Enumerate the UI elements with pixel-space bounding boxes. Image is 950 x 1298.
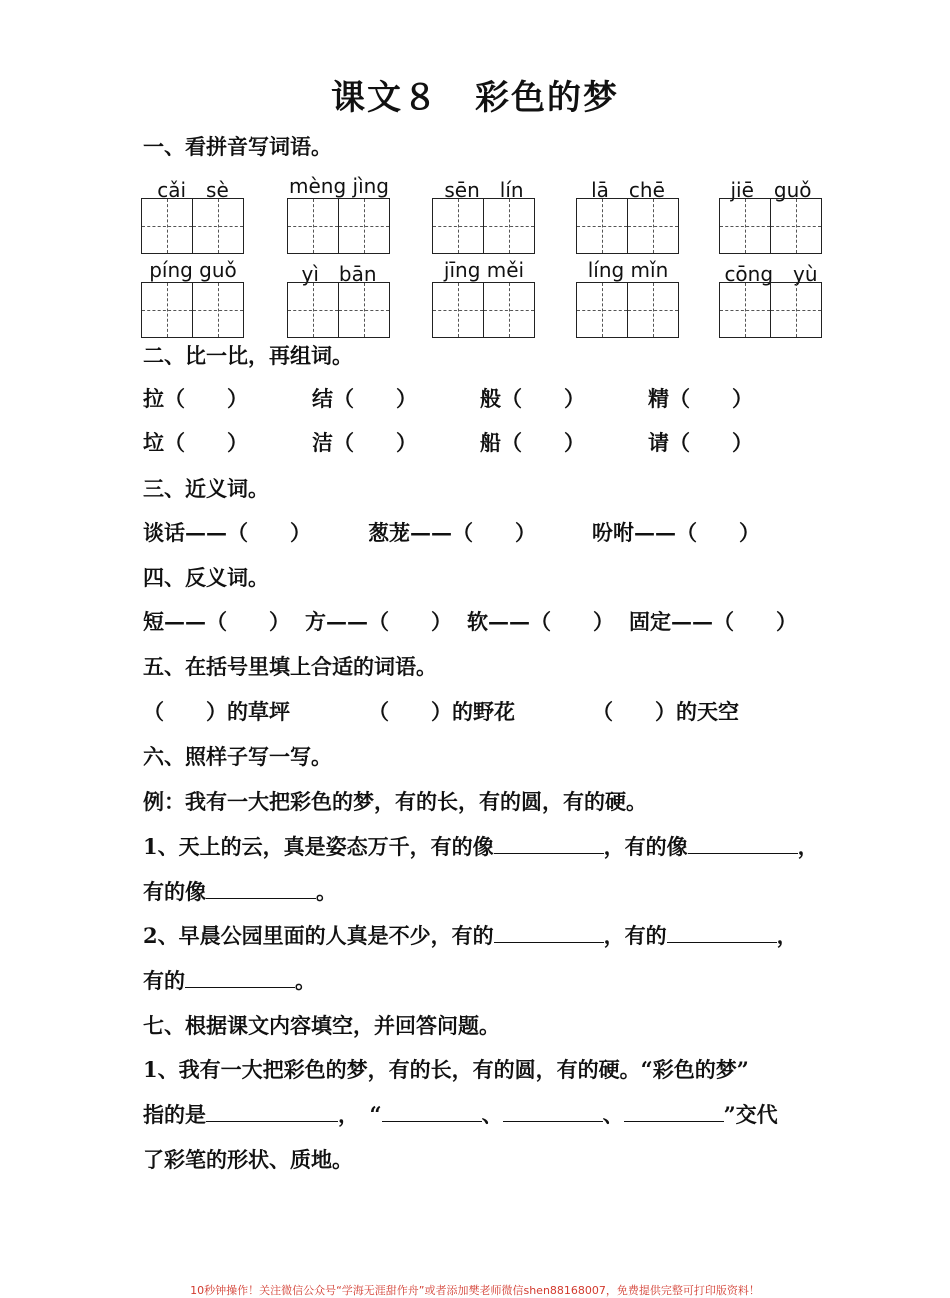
section-5-heading: 五、在括号里填上合适的词语。 — [143, 654, 437, 679]
pinyin-label: jiē guǒ — [730, 178, 812, 202]
pinyin-label: yì bān — [301, 262, 377, 286]
fill-word-item[interactable]: （ ）的草坪 — [143, 699, 290, 724]
compare-item[interactable]: 般（ ） — [480, 386, 585, 411]
answer-blank[interactable] — [494, 922, 604, 943]
answer-blank[interactable] — [624, 1101, 724, 1122]
antonym-item[interactable]: 软——（ ） — [467, 609, 614, 634]
section-3-heading: 三、近义词。 — [143, 476, 269, 501]
reading-q1-text: ， “ — [338, 1102, 382, 1127]
section-2-heading: 二、比一比，再组词。 — [143, 343, 353, 368]
antonym-item[interactable]: 固定——（ ） — [629, 609, 797, 634]
antonym-item[interactable]: 短——（ ） — [143, 609, 290, 634]
pinyin-label: líng mǐn — [587, 258, 669, 282]
section-7-heading: 七、根据课文内容填空，并回答问题。 — [143, 1013, 500, 1038]
compare-item[interactable]: 洁（ ） — [312, 430, 417, 455]
writing-grid[interactable] — [287, 198, 391, 254]
reading-q1-line1: 1、我有一大把彩色的梦，有的长，有的圆，有的硬。“彩色的梦” — [143, 1057, 749, 1082]
imitate-q1-text: 。 — [316, 879, 337, 904]
answer-blank[interactable] — [185, 967, 295, 988]
pinyin-label: lā chē — [591, 178, 665, 202]
writing-grid[interactable] — [719, 198, 823, 254]
pinyin-label: mèng jìng — [289, 174, 389, 198]
writing-grid[interactable] — [432, 282, 536, 338]
answer-blank[interactable] — [667, 922, 777, 943]
pinyin-label: píng guǒ — [149, 258, 237, 282]
section-6-heading: 六、照样子写一写。 — [143, 744, 332, 769]
imitate-q2-text: ， — [776, 923, 798, 948]
imitate-q2-line1 — [143, 920, 798, 950]
compare-item[interactable]: 船（ ） — [480, 430, 585, 455]
answer-blank[interactable] — [206, 878, 316, 899]
reading-q1-text: ”交代 — [723, 1102, 778, 1127]
fill-word-item[interactable]: （ ）的天空 — [592, 699, 739, 724]
imitate-q1-line1 — [143, 831, 819, 861]
pinyin-label: jīng měi — [443, 258, 525, 282]
reading-q1-text: 、 — [602, 1102, 624, 1127]
writing-grid[interactable] — [576, 198, 680, 254]
imitate-q2-line2 — [143, 965, 316, 995]
imitate-q1-text: 有的像 — [143, 879, 206, 904]
page-title: 课文８ 彩色的梦 — [331, 78, 619, 118]
synonym-item[interactable]: 吩咐——（ ） — [592, 520, 760, 545]
writing-grid[interactable] — [287, 282, 391, 338]
writing-grid[interactable] — [719, 282, 823, 338]
imitate-q1-text: ，有的像 — [603, 834, 688, 859]
imitate-q2-text: ，有的 — [603, 923, 667, 948]
antonym-item[interactable]: 方——（ ） — [305, 609, 452, 634]
writing-grid[interactable] — [576, 282, 680, 338]
example-sentence: 例：我有一大把彩色的梦，有的长，有的圆，有的硬。 — [143, 789, 647, 814]
imitate-q2-text: 。 — [295, 968, 316, 993]
section-1-heading: 一、看拼音写词语。 — [143, 134, 332, 159]
pinyin-label: cǎi sè — [157, 178, 229, 202]
reading-q1-line2 — [143, 1099, 778, 1129]
imitate-q2-text: 有的 — [143, 968, 185, 993]
compare-item[interactable]: 请（ ） — [648, 430, 753, 455]
pinyin-label: cōng yù — [724, 262, 818, 286]
footer-notice: 10秒钟操作！关注微信公众号“学海无涯甜作舟”或者添加樊老师微信shen88168007，免费提供完整可打印版资料！ — [190, 1284, 760, 1297]
compare-item[interactable]: 结（ ） — [312, 386, 417, 411]
compare-item[interactable]: 拉（ ） — [143, 386, 248, 411]
writing-grid[interactable] — [141, 282, 245, 338]
writing-grid[interactable] — [432, 198, 536, 254]
synonym-item[interactable]: 葱茏——（ ） — [368, 520, 536, 545]
imitate-q1-text: 1、天上的云，真是姿态万千，有的像 — [143, 834, 494, 859]
synonym-item[interactable]: 谈话——（ ） — [143, 520, 311, 545]
reading-q1-line3: 了彩笔的形状、质地。 — [143, 1147, 353, 1172]
compare-item[interactable]: 精（ ） — [648, 386, 753, 411]
section-4-heading: 四、反义词。 — [143, 565, 269, 590]
answer-blank[interactable] — [382, 1101, 482, 1122]
writing-grid[interactable] — [141, 198, 245, 254]
answer-blank[interactable] — [494, 833, 604, 854]
imitate-q1-line2 — [143, 876, 337, 906]
fill-word-item[interactable]: （ ）的野花 — [368, 699, 515, 724]
answer-blank[interactable] — [503, 1101, 603, 1122]
answer-blank[interactable] — [206, 1101, 338, 1122]
imitate-q1-text: ， — [797, 834, 819, 859]
imitate-q2-text: 2、早晨公园里面的人真是不少，有的 — [143, 923, 494, 948]
answer-blank[interactable] — [688, 833, 798, 854]
pinyin-label: sēn lín — [444, 178, 524, 202]
reading-q1-text: 、 — [481, 1102, 503, 1127]
compare-item[interactable]: 垃（ ） — [143, 430, 248, 455]
reading-q1-text: 指的是 — [143, 1102, 206, 1127]
